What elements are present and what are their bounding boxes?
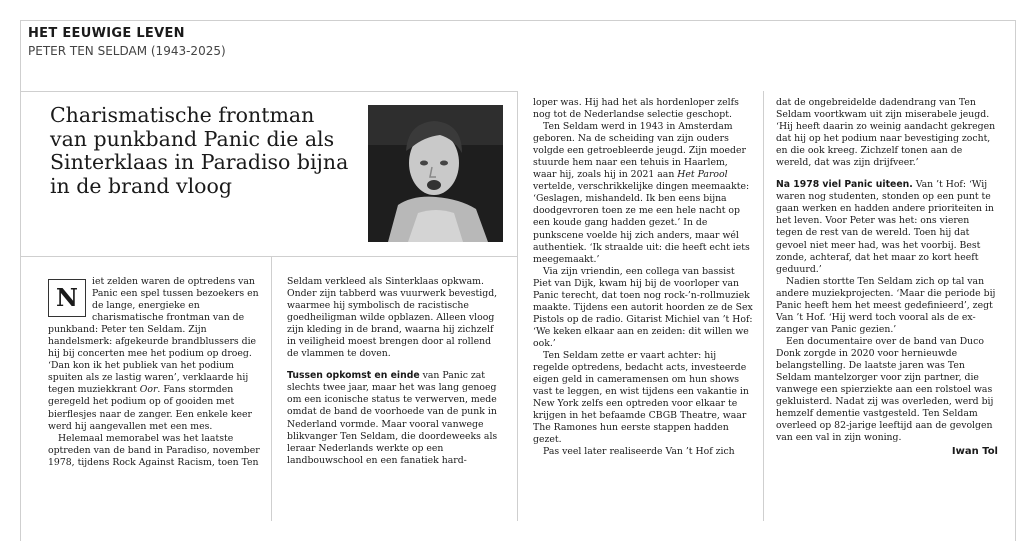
author-signature: Iwan Tol <box>951 446 998 458</box>
subheading: Na 1978 viel Panic uiteen. <box>776 179 913 191</box>
article-column-2 <box>287 276 505 467</box>
obituary-subject-byline: PETER TEN SELDAM (1943-2025) <box>28 44 226 58</box>
column-divider <box>271 256 272 521</box>
portrait-photo <box>368 105 503 242</box>
headline: Charismatische frontman van punkband Panic die als Sinterklaas in Paradiso bijna in de brand vloog <box>50 103 349 198</box>
column-divider <box>763 91 764 521</box>
paragraph: N iet zelden waren de optredens van Panic een spel tussen bezoekers en de lange, energieke en charismatische frontman van de punkband: Peter ten Seldam. Zijn handelsmerk: afgekeurde brandblussers die hij bij concerten mee het podium op droeg. ‘Dan kon ik het publiek van het podium spuiten als ze lastig waren’, verklaarde hij tegen muziekkrant Oor. Fans stormden geregeld het podium op of gooiden met bierflesjes naar de zanger. Een enkele keer werd hij aangevallen met een mes. <box>48 276 259 432</box>
paragraph: loper was. Hij had het als hordenloper zelfs nog tot de Nederlandse selectie geschopt. <box>533 97 739 121</box>
article-column-3 <box>533 97 753 458</box>
paragraph: Seldam verkleed als Sinterklaas opkwam. Onder zijn tabberd was vuurwerk bevestigd, waarmee hij symbolisch de racistische goedheiligman wilde opblazen. Alleen vloog zijn kleding in de brand, waarna hij zichzelf in veiligheid moest brengen door al rollend de vlammen te doven. <box>287 276 498 360</box>
header-divider <box>20 91 517 92</box>
column-divider <box>517 91 518 521</box>
publication-name: Het Parool <box>677 169 728 181</box>
paragraph: Tussen opkomst en einde van Panic zat slechts twee jaar, maar het was lang genoeg om een iconische status te verwerven, mede omdat de band de voorhoede van de punk in Nederland vormde. Maar vooral vanwege blikvanger Ten Seldam, die doordeweeks als leraar Nederlands werkte op een landbouwschool en een fanatiek hard- <box>287 370 498 466</box>
paragraph: Ten Seldam zette er vaart achter: hij regelde optredens, bedacht acts, investeerde eigen geld in cameramensen om hun shows vast te leggen, en wist tijdens een vakantie in New York zelfs een optreden voor elkaar te krijgen in het befaamde CBGB Theatre, waar The Ramones hun eerste stappen hadden gezet. <box>533 349 749 446</box>
paragraph: dat de ongebreidelde dadendrang van Ten Seldam voortkwam uit zijn miserabele jeugd. ‘Hij heeft daarin zo weinig aandacht gekregen dat hij op het podium naar bevestiging zocht, en die ook kreeg. Zichzelf tonen aan de wereld, dat was zijn drijfveer.’ <box>776 97 996 169</box>
story-divider <box>20 256 517 257</box>
portrait-image <box>368 105 503 242</box>
paragraph: Helemaal memorabel was het laatste optreden van de band in Paradiso, november 1978, tijdens Rock Against Racism, toen Ten <box>48 432 260 468</box>
paragraph: Ten Seldam werd in 1943 in Amsterdam geboren. Na de scheiding van zijn ouders volgde een getroebleerde jeugd. Zijn moeder stuurde hem naar een tehuis in Haarlem, waar hij, zoals hij in 2021 aan Het Parool vertelde, verschrikkelijke dingen meemaakte: ‘Geslagen, mishandeld. Ik ben eens bijna doodgevroren toen ze me een hele nacht op een koude gang hadden gezet.’ In de punkscene voelde hij zich anders, maar wél authentiek. ‘Ik straalde uit: die heeft echt iets meegemaakt.’ <box>533 121 750 265</box>
section-rubric: HET EEUWIGE LEVEN <box>28 26 185 41</box>
article-column-1 <box>48 276 262 469</box>
paragraph: Een documentaire over de band van Duco Donk zorgde in 2020 voor hernieuwde belangstelling. De laatste jaren was Ten Seldam mantelzorger voor zijn partner, die vanwege een spierziekte aan een rolstoel was gekluisterd. Nadat zij was overleden, werd bij hemzelf dementie vastgesteld. Ten Seldam overleed op 82-jarige leeftijd aan de gevolgen van een val in zijn woning. <box>776 335 994 444</box>
paragraph: Via zijn vriendin, een collega van bassist Piet van Dijk, kwam hij bij de voorloper van Panic terecht, dat toen nog rock-’n-rollmuziek maakte. Tijdens een autorit hoorden ze de Sex Pistols op de radio. Gitarist Michiel van ’t Hof: ‘We keken elkaar aan en zeiden: dit willen we ook.’ <box>533 265 753 349</box>
paragraph: Na 1978 viel Panic uiteen. Van ’t Hof: ‘Wij waren nog studenten, stonden op een punt te gaan werken en hadden andere prioriteiten in het leven. Voor Peter was het: ons vieren tegen de rest van de wereld. Toen hij dat gevoel niet meer had, was het voorbij. Best zonde, achteraf, dat het maar zo kort heeft geduurd.’ <box>776 179 994 275</box>
paragraph: Nadien stortte Ten Seldam zich op tal van andere muziekprojecten. ‘Maar die periode bij Panic heeft hem het meest gedefinieerd’, zegt Van ’t Hof. ‘Hij werd toch vooral als de ex-zanger van Panic gezien.’ <box>776 275 996 335</box>
publication-name: Oor <box>139 384 158 396</box>
article-column-4 <box>776 97 998 458</box>
subheading: Tussen opkomst en einde <box>287 370 420 382</box>
drop-cap: N <box>48 279 86 317</box>
paragraph: Pas veel later realiseerde Van ’t Hof zich <box>543 446 735 458</box>
